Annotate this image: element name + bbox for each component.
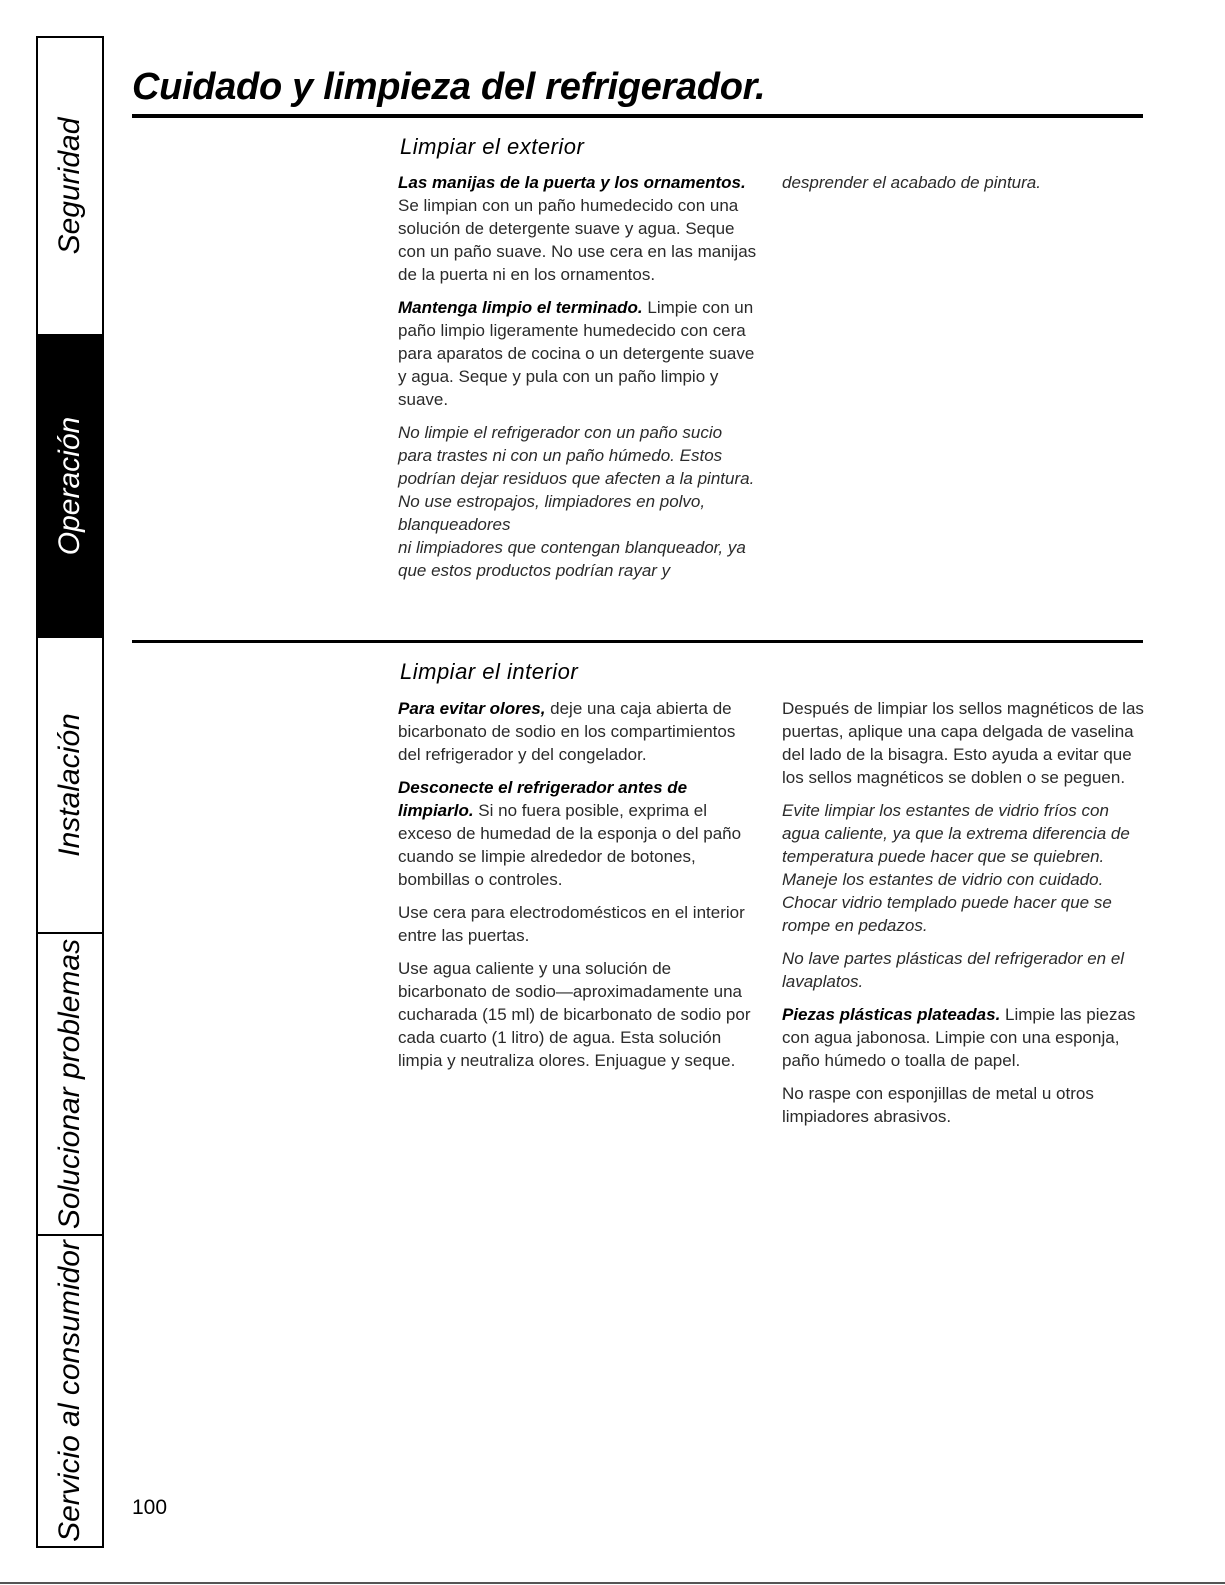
finish-text: Limpie con un paño limpio ligeramente humedecido con cera para aparatos de cocina o un detergente suave y agua. Seque y pula con un paño limpio y suave. [398, 298, 755, 409]
unplug-paragraph [398, 776, 760, 891]
tab-label: Operación [53, 416, 86, 556]
tab-label: Servicio al consumidor [53, 1240, 86, 1542]
plastic-paragraph [782, 1003, 1144, 1072]
finish-heading: Mantenga limpio el terminado. [398, 298, 643, 317]
tab-instalacion[interactable] [38, 638, 102, 934]
plastic-text: Limpie las piezas con agua jabonosa. Limpie con una esponja, paño húmedo o toalla de papel. [782, 1005, 1136, 1070]
tab-operacion[interactable] [38, 336, 102, 638]
page-title: Cuidado y limpieza del refrigerador. [132, 66, 766, 108]
odors-heading: Para evitar olores, [398, 699, 546, 718]
water-paragraph: Use agua caliente y una solución de bicarbonato de sodio—aproximadamente una cucharada (15 ml) de bicarbonato de sodio por cada cuarto (1 litro) de agua. Esta solución limpia y neutraliza olores. Enjuague y seque. [398, 959, 751, 1070]
warning-line: ni limpiadores que contengan blanqueador, ya que estos productos podrían rayar y [398, 538, 746, 580]
glass-warning: Evite limpiar los estantes de vidrio fríos con agua caliente, ya que la extrema diferencia de temperatura puede hacer que se quiebren. Maneje los estantes de vidrio con cuidado. Chocar vidrio templado puede hacer que se rompe en pedazos. [782, 801, 1130, 935]
scrape-paragraph: No raspe con esponjillas de metal u otros limpiadores abrasivos. [782, 1084, 1094, 1126]
exterior-warning-continued: desprender el acabado de pintura. [782, 173, 1041, 192]
handles-paragraph [398, 171, 760, 286]
finish-paragraph [398, 296, 760, 411]
tab-seguridad[interactable] [38, 38, 102, 336]
odors-paragraph [398, 697, 760, 766]
exterior-warning [398, 421, 760, 582]
page-number: 100 [132, 1496, 168, 1519]
tab-label: Instalación [53, 713, 86, 857]
interior-column-left [398, 697, 760, 1082]
section-divider [132, 640, 1143, 643]
tab-label: Solucionar problemas [53, 938, 86, 1230]
side-tab-strip [36, 36, 104, 1548]
warning-line: No limpie el refrigerador con un paño sucio para trastes ni con un paño húmedo. Estos podrían dejar residuos que afecten a la pintura. No use estropajos, limpiadores en polvo, blanqueadores [398, 423, 755, 534]
handles-heading: Las manijas de la puerta y los ornamentos. [398, 173, 746, 192]
dishwasher-warning: No lave partes plásticas del refrigerador en el lavaplatos. [782, 949, 1125, 991]
seals-paragraph: Después de limpiar los sellos magnéticos de las puertas, aplique una capa delgada de vaselina del lado de la bisagra. Esto ayuda a evitar que los sellos magnéticos se doblen o se peguen. [782, 699, 1144, 787]
wax-paragraph: Use cera para electrodomésticos en el interior entre las puertas. [398, 903, 745, 945]
section-title-exterior: Limpiar el exterior [400, 134, 585, 159]
unplug-heading: Desconecte el refrigerador antes de limpiarlo. [398, 778, 688, 820]
exterior-column-left [398, 171, 760, 582]
odors-text: deje una caja abierta de bicarbonato de sodio en los compartimientos del refrigerador y del congelador. [398, 699, 736, 764]
handles-text: Se limpian con un paño humedecido con una solución de detergente suave y agua. Seque con un paño suave. No use cera en las manijas de la puerta ni en los ornamentos. [398, 196, 757, 284]
tab-label: Seguridad [53, 117, 86, 255]
interior-column-right [782, 697, 1144, 1138]
tab-servicio-al-consumidor[interactable] [38, 1236, 102, 1546]
section-title-interior: Limpiar el interior [400, 659, 579, 684]
plastic-heading: Piezas plásticas plateadas. [782, 1005, 1001, 1024]
exterior-column-right [782, 171, 1144, 204]
tab-solucionar-problemas[interactable] [38, 934, 102, 1236]
bottom-border [0, 1582, 1225, 1584]
unplug-text: Si no fuera posible, exprima el exceso de humedad de la esponja o del paño cuando se limpie alrededor de botones, bombillas o controles. [398, 801, 742, 889]
title-rule [132, 114, 1143, 118]
